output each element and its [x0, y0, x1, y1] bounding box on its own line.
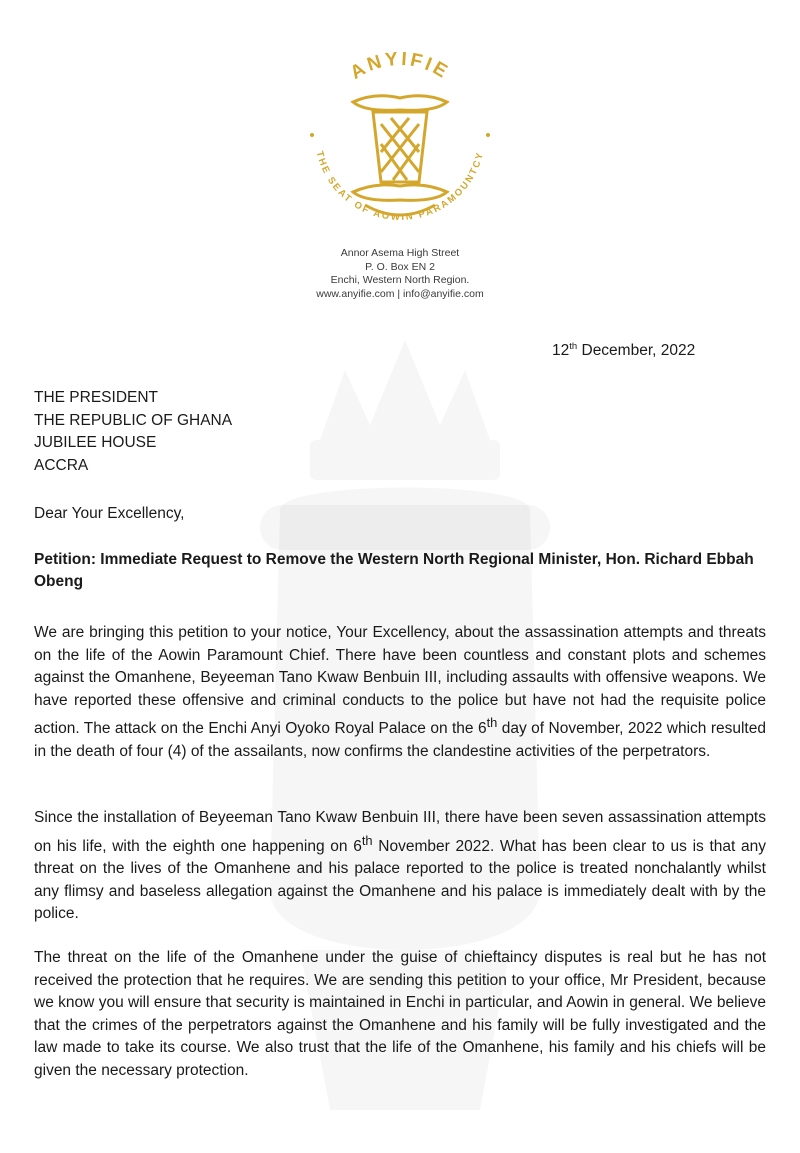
- body-paragraph-1: We are bringing this petition to your notice, Your Excellency, about the assassination attempts and threats on the life of the Aowin Paramount Chief. There have been countless and constant plots and schemes against the Omanhene, Beyeeman Tano Kwaw Benbuin III, including assaults with offensive weapons. We have reported these offensive and criminal conducts to the police but have not had the requisite police action. The attack on the Enchi Anyi Oyoko Royal Palace on the 6th day of November, 2022 which resulted in the death of four (4) of the assailants, now confirms the clandestine activities of the perpetrators.: [34, 624, 766, 760]
- recipient-line: THE PRESIDENT: [34, 389, 159, 406]
- body-paragraph-3: The threat on the life of the Omanhene under the guise of chieftaincy disputes is real but he has not received the protection that he requires. We are sending this petition to your office, Mr President, because we know you will ensure that security is maintained in Enchi in particular, and Aowin in general. We believe that the crimes of the perpetrators against the Omanhene and his family will be fully investigated and the law made to take its course. We also trust that the life of the Omanhene, his family and his chiefs will be given the necessary protection.: [34, 949, 766, 1079]
- body-paragraph-2: Since the installation of Beyeeman Tano Kwaw Benbuin III, there have been seven assassination attempts on his life, with the eighth one happening on 6th November 2022. What has been clear to us is that any threat on the lives of the Omanhene and his palace reported to the police is treated nonchalantly whilst any flimsy and baseless allegation against the Omanhene and his palace is immediately dealt with by the police.: [34, 809, 766, 923]
- logo-brand-text: ANYIFIE: [346, 48, 454, 84]
- recipient-line: ACCRA: [34, 456, 89, 474]
- address-line-town: Enchi, Western North Region.: [330, 274, 470, 286]
- letter-subject: Petition: Immediate Request to Remove the Western North Regional Minister, Hon. Richard Ebbah Obeng: [34, 551, 754, 590]
- stool-emblem: [353, 96, 447, 215]
- salutation: Dear Your Excellency,: [34, 505, 185, 522]
- address-line-street: Annor Asema High Street: [340, 247, 460, 259]
- recipient-line: THE REPUBLIC OF GHANA: [34, 411, 233, 429]
- address-line-web: www.anyifie.com | info@anyifie.com: [316, 287, 484, 300]
- anyifie-logo: [295, 40, 505, 255]
- logo-seal-text: THE SEAT OF AOWIN PARAMOUNTCY: [313, 150, 487, 224]
- letterhead-address: [250, 247, 550, 301]
- recipient-line: JUBILEE HOUSE: [34, 434, 157, 451]
- address-line-box: P. O. Box EN 2: [365, 260, 435, 273]
- recipient-block: [34, 387, 232, 477]
- letter-date: 12th December, 2022: [552, 341, 696, 360]
